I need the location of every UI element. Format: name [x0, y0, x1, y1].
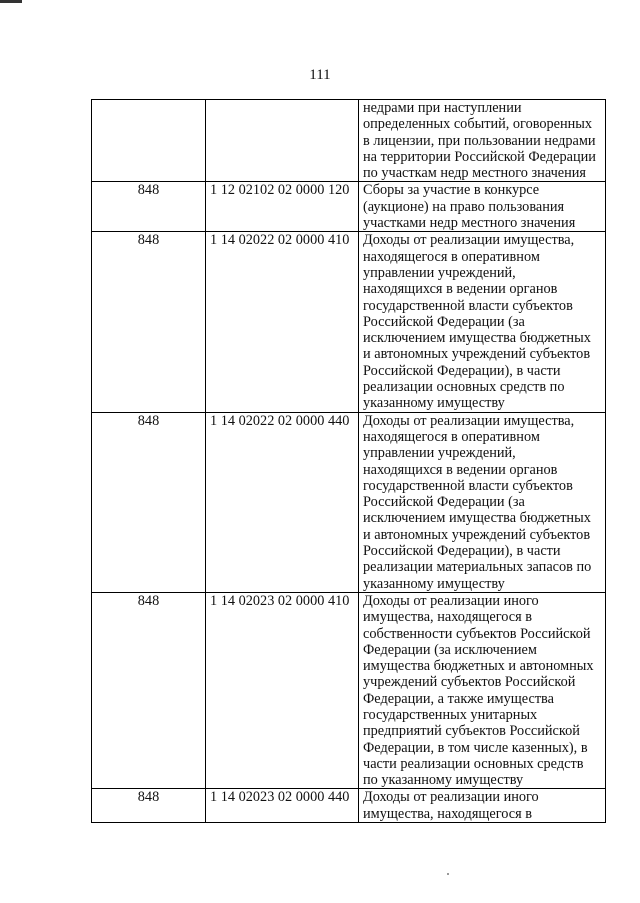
- description-line: реализации материальных запасов по: [363, 559, 592, 576]
- description-line: государственных унитарных: [363, 706, 538, 723]
- description-line: (аукционе) на право пользования: [363, 198, 565, 215]
- description-line: участками недр местного значения: [363, 215, 576, 232]
- description-line: в лицензии, при пользовании недрами: [363, 132, 596, 149]
- description-line: недрами при наступлении: [363, 100, 522, 116]
- description-line: Федерации (за исключением: [363, 641, 537, 658]
- description-line: находящегося в оперативном: [363, 248, 540, 265]
- description-line: государственной власти субъектов: [363, 297, 573, 314]
- budget-code-cell: 1 14 02023 02 0000 440: [206, 789, 359, 823]
- budget-code-cell: 1 14 02022 02 0000 410: [206, 232, 359, 412]
- description-line: Доходы от реализации иного: [363, 592, 539, 609]
- description-line: учреждений субъектов Российской: [363, 674, 576, 691]
- page-number: 111: [309, 67, 331, 83]
- budget-code-cell: 1 14 02023 02 0000 410: [206, 592, 359, 789]
- revenue-codes-table: [91, 99, 606, 823]
- description-line: имущества, находящегося в: [363, 805, 533, 822]
- description-line: имущества бюджетных и автономных: [363, 658, 594, 675]
- admin-code-cell: [92, 100, 206, 182]
- admin-code-cell: 848: [92, 412, 206, 592]
- budget-code-cell: [206, 100, 359, 182]
- description-line: на территории Российской Федерации: [363, 148, 596, 165]
- description-line: Российской Федерации (за: [363, 313, 525, 330]
- description-line: и автономных учреждений субъектов: [363, 346, 591, 363]
- table-row: [92, 412, 606, 592]
- description-line: находящихся в ведении органов: [363, 281, 558, 298]
- description-line: находящихся в ведении органов: [363, 461, 558, 478]
- description-line: по указанному имуществу: [363, 772, 524, 789]
- description-cell: [359, 789, 606, 823]
- budget-code-cell: 1 12 02102 02 0000 120: [206, 182, 359, 232]
- admin-code-cell: 848: [92, 789, 206, 823]
- description-line: Российской Федерации), в части: [363, 543, 561, 560]
- table-row: [92, 182, 606, 232]
- description-cell: [359, 412, 606, 592]
- admin-code-cell: 848: [92, 232, 206, 412]
- table-row: [92, 100, 606, 182]
- admin-code-cell: 848: [92, 182, 206, 232]
- description-line: предприятий субъектов Российской: [363, 723, 580, 740]
- description-line: собственности субъектов Российской: [363, 625, 591, 642]
- table-row: [92, 592, 606, 789]
- scan-speck: [447, 873, 449, 875]
- description-line: имущества, находящегося в: [363, 609, 533, 626]
- description-line: находящегося в оперативном: [363, 428, 540, 445]
- description-line: и автономных учреждений субъектов: [363, 526, 591, 543]
- description-line: части реализации основных средств: [363, 755, 584, 772]
- table-row: [92, 789, 606, 823]
- description-line: Федерации, в том числе казенных), в: [363, 739, 588, 756]
- description-line: указанному имуществу: [363, 575, 505, 592]
- budget-code-cell: 1 14 02022 02 0000 440: [206, 412, 359, 592]
- table-body: [92, 100, 606, 823]
- description-line: исключением имущества бюджетных: [363, 330, 591, 347]
- description-line: управлении учреждений,: [363, 445, 516, 462]
- admin-code-cell: 848: [92, 592, 206, 789]
- description-line: государственной власти субъектов: [363, 477, 573, 494]
- description-line: Доходы от реализации иного: [363, 789, 539, 806]
- description-line: Сборы за участие в конкурсе: [363, 182, 540, 199]
- description-cell: [359, 100, 606, 182]
- description-line: управлении учреждений,: [363, 264, 516, 281]
- description-line: Российской Федерации (за: [363, 494, 525, 511]
- description-cell: [359, 232, 606, 412]
- table-row: [92, 232, 606, 412]
- description-line: определенных событий, оговоренных: [363, 116, 593, 133]
- description-line: Федерации, а также имущества: [363, 690, 554, 707]
- description-line: Доходы от реализации имущества,: [363, 412, 575, 429]
- description-line: реализации основных средств по: [363, 379, 565, 396]
- description-cell: [359, 592, 606, 789]
- description-line: указанному имуществу: [363, 395, 505, 412]
- description-line: по участкам недр местного значения: [363, 165, 587, 182]
- scan-corner-mark: [0, 0, 22, 3]
- description-cell: [359, 182, 606, 232]
- description-line: Доходы от реализации имущества,: [363, 232, 575, 249]
- description-line: Российской Федерации), в части: [363, 362, 561, 379]
- description-line: исключением имущества бюджетных: [363, 510, 591, 527]
